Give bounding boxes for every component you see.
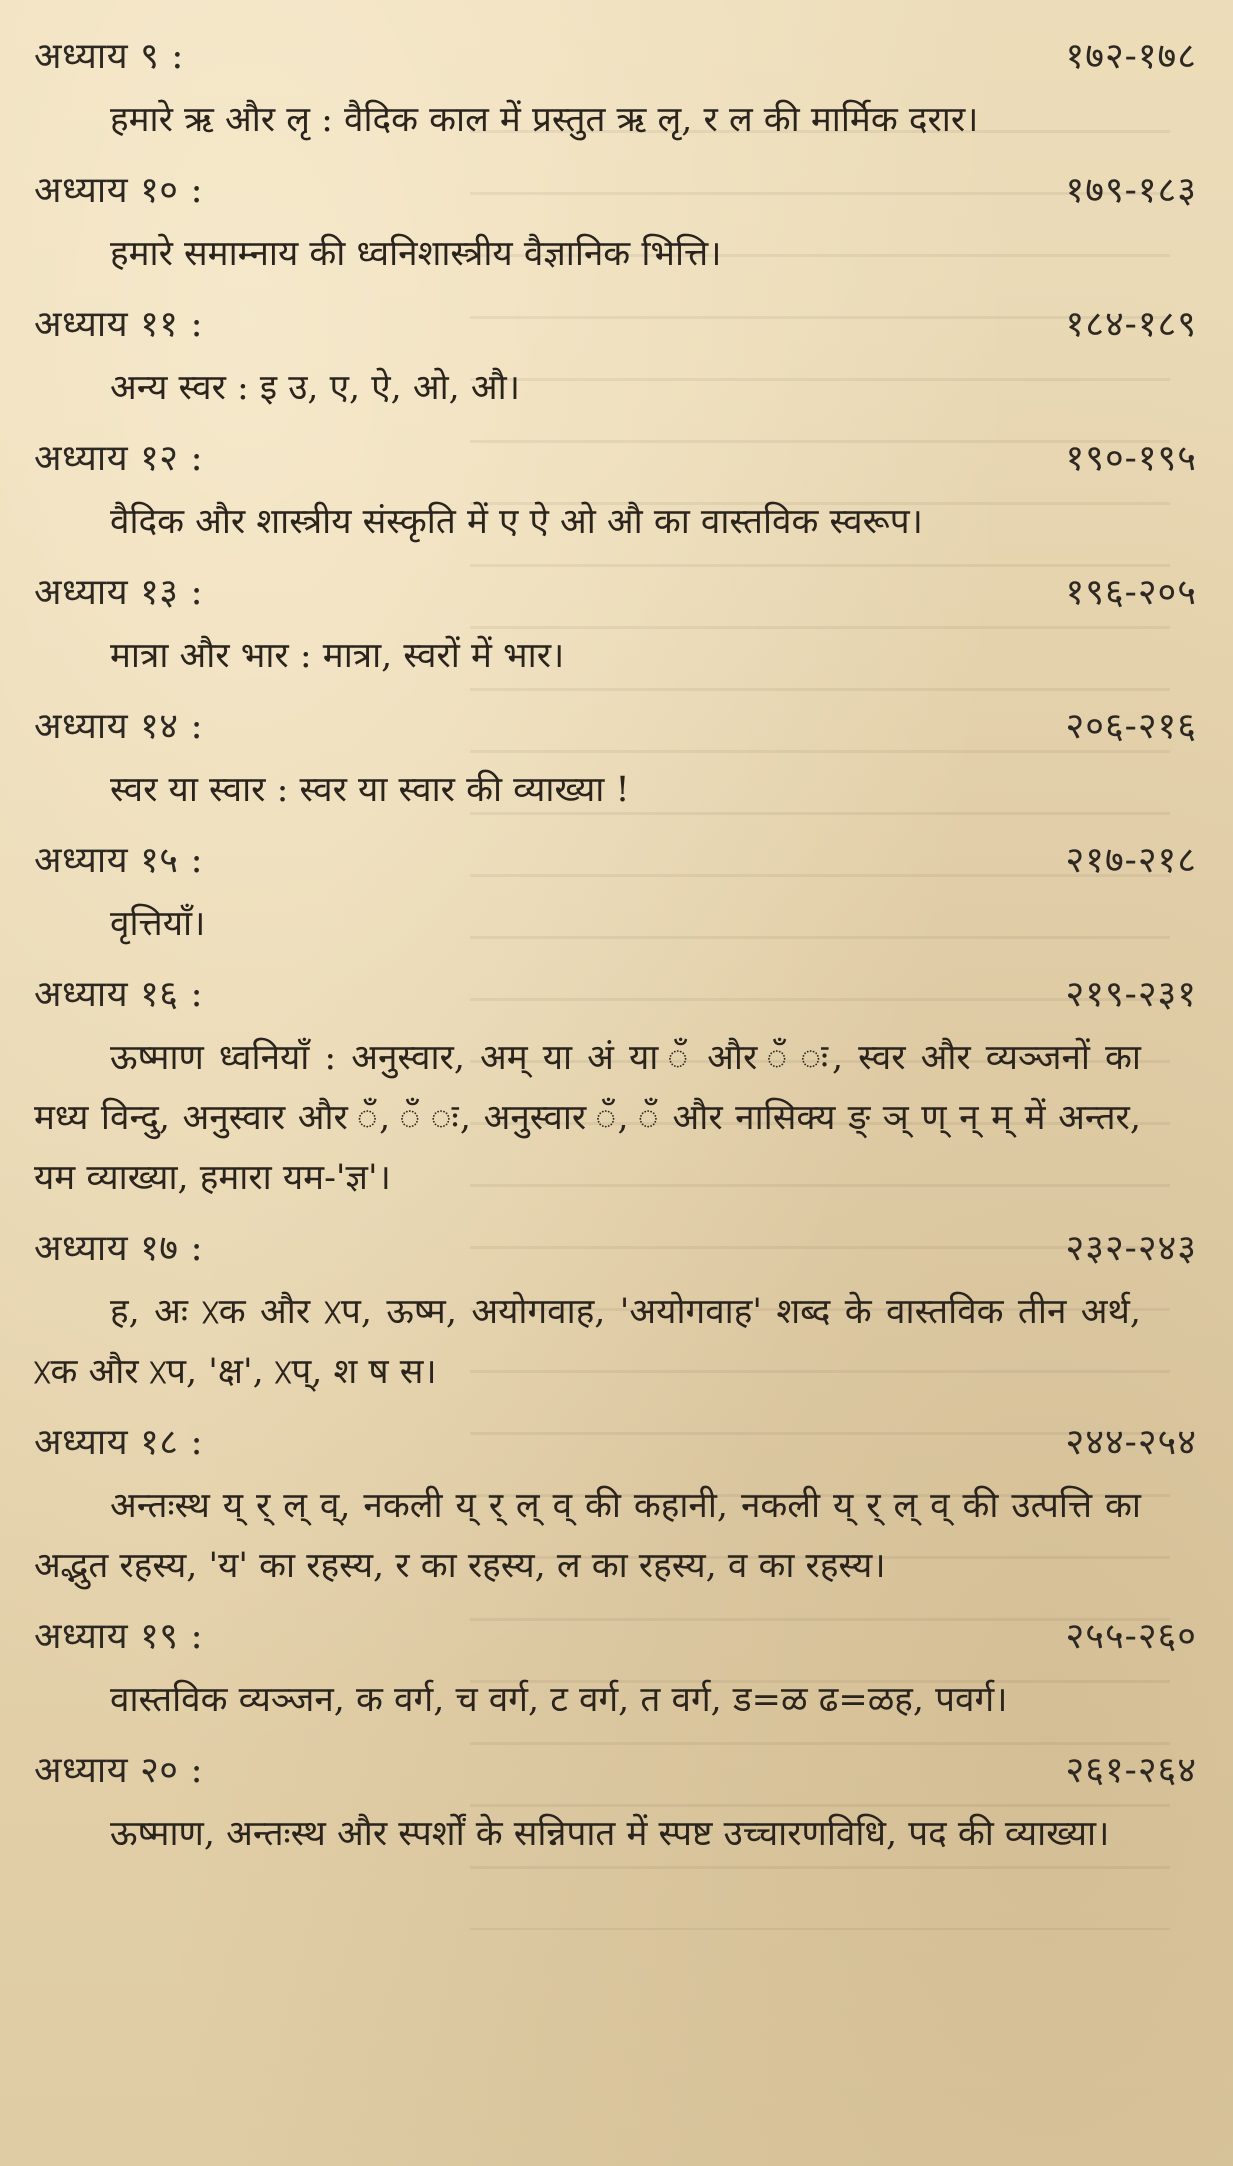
chapter-heading-row — [34, 1222, 1201, 1282]
chapter-description: मात्रा और भार : मात्रा, स्वरों में भार। — [110, 636, 565, 676]
chapter-description: ऊष्माण, अन्तःस्थ और स्पर्शों के सन्निपात में स्पष्ट उच्चारणविधि, पद की व्याख्या। — [110, 1814, 1110, 1854]
chapter-label: अध्याय १२ : — [34, 438, 204, 479]
chapter-label: अध्याय १० : — [34, 170, 204, 211]
chapter-label: अध्याय ११ : — [34, 304, 204, 345]
chapter-description: हमारे ऋ और लृ : वैदिक काल में प्रस्तुत ऋ लृ, र ल की मार्मिक दरार। — [110, 100, 979, 140]
chapter-entry — [34, 432, 1201, 552]
chapter-page-range: १९६-२०५ — [1065, 572, 1197, 613]
chapter-label: अध्याय १८ : — [34, 1422, 204, 1463]
chapter-entry — [34, 700, 1201, 820]
chapter-label: अध्याय १६ : — [34, 974, 204, 1015]
chapter-heading-row — [34, 566, 1201, 626]
chapter-page-range: १७२-१७८ — [1065, 36, 1197, 77]
chapter-entry — [34, 566, 1201, 686]
chapter-heading-row — [34, 432, 1201, 492]
chapter-heading-row — [34, 1416, 1201, 1476]
chapter-description: वास्तविक व्यञ्जन, क वर्ग, च वर्ग, ट वर्ग, त वर्ग, ड=ळ ढ=ळह, पवर्ग। — [110, 1680, 1008, 1720]
chapter-label: अध्याय १७ : — [34, 1228, 204, 1269]
chapter-entry — [34, 30, 1201, 150]
chapter-page-range: १९०-१९५ — [1065, 438, 1197, 479]
chapter-description: ऊष्माण ध्वनियाँ : अनुस्वार, अम् या अं या ँ और ँ ः, स्वर और व्यञ्जनों का मध्य विन्दु, अनुस्वार और ँ, ँ ः, अनुस्वार ँ, ँ और नासिक्य ङ् ञ् ण् न् म् में अन्तर, यम व्याख्या, हमारा यम-'ज्ञ'। — [34, 1038, 1141, 1198]
chapter-page-range: २१७-२१८ — [1065, 840, 1197, 881]
chapter-page-range: २५५-२६० — [1065, 1616, 1197, 1657]
chapter-description: ह, अः ᳵक और ᳵप, ऊष्म, अयोगवाह, 'अयोगवाह' शब्द के वास्तविक तीन अर्थ, ᳵक और ᳵप, 'क्ष', ᳵप्, श ष स। — [34, 1292, 1141, 1392]
chapter-entry — [34, 1744, 1201, 1864]
chapter-heading-row — [34, 700, 1201, 760]
chapter-description: अन्तःस्थ य् र् ल् व्, नकली य् र् ल् व् की कहानी, नकली य् र् ल् व् की उत्पत्ति का अद्भुत रहस्य, 'य' का रहस्य, र का रहस्य, ल का रहस्य, व का रहस्य। — [34, 1486, 1141, 1586]
chapter-page-range: २३२-२४३ — [1065, 1228, 1197, 1269]
chapter-entry — [34, 1222, 1201, 1402]
chapter-page-range: २१९-२३१ — [1065, 974, 1197, 1015]
chapter-page-range: २६१-२६४ — [1065, 1750, 1197, 1791]
chapter-label: अध्याय २० : — [34, 1750, 204, 1791]
chapter-heading-row — [34, 834, 1201, 894]
chapter-heading-row — [34, 1744, 1201, 1804]
chapter-label: अध्याय १९ : — [34, 1616, 204, 1657]
chapter-entry — [34, 1416, 1201, 1596]
chapter-heading-row — [34, 298, 1201, 358]
chapter-entry — [34, 298, 1201, 418]
chapter-heading-row — [34, 164, 1201, 224]
chapter-entry — [34, 968, 1201, 1208]
chapter-description: हमारे समाम्नाय की ध्वनिशास्त्रीय वैज्ञानिक भित्ति। — [110, 234, 722, 274]
chapter-heading-row — [34, 1610, 1201, 1670]
chapter-label: अध्याय ९ : — [34, 36, 184, 77]
chapter-entry — [34, 1610, 1201, 1730]
chapter-description: स्वर या स्वार : स्वर या स्वार की व्याख्या ! — [110, 770, 630, 810]
chapter-entry — [34, 834, 1201, 954]
chapter-page-range: २४४-२५४ — [1065, 1422, 1197, 1463]
chapter-heading-row — [34, 968, 1201, 1028]
chapter-heading-row — [34, 30, 1201, 90]
chapter-page-range: १८४-१८९ — [1065, 304, 1197, 345]
chapter-description: वैदिक और शास्त्रीय संस्कृति में ए ऐ ओ औ का वास्तविक स्वरूप। — [110, 502, 923, 542]
chapter-label: अध्याय १५ : — [34, 840, 204, 881]
chapter-page-range: २०६-२१६ — [1065, 706, 1197, 747]
chapter-description: वृत्तियाँ। — [110, 904, 206, 944]
chapter-description: अन्य स्वर : इ उ, ए, ऐ, ओ, औ। — [110, 368, 521, 408]
chapter-entry — [34, 164, 1201, 284]
chapter-page-range: १७९-१८३ — [1065, 170, 1197, 211]
chapter-label: अध्याय १४ : — [34, 706, 204, 747]
chapter-label: अध्याय १३ : — [34, 572, 204, 613]
